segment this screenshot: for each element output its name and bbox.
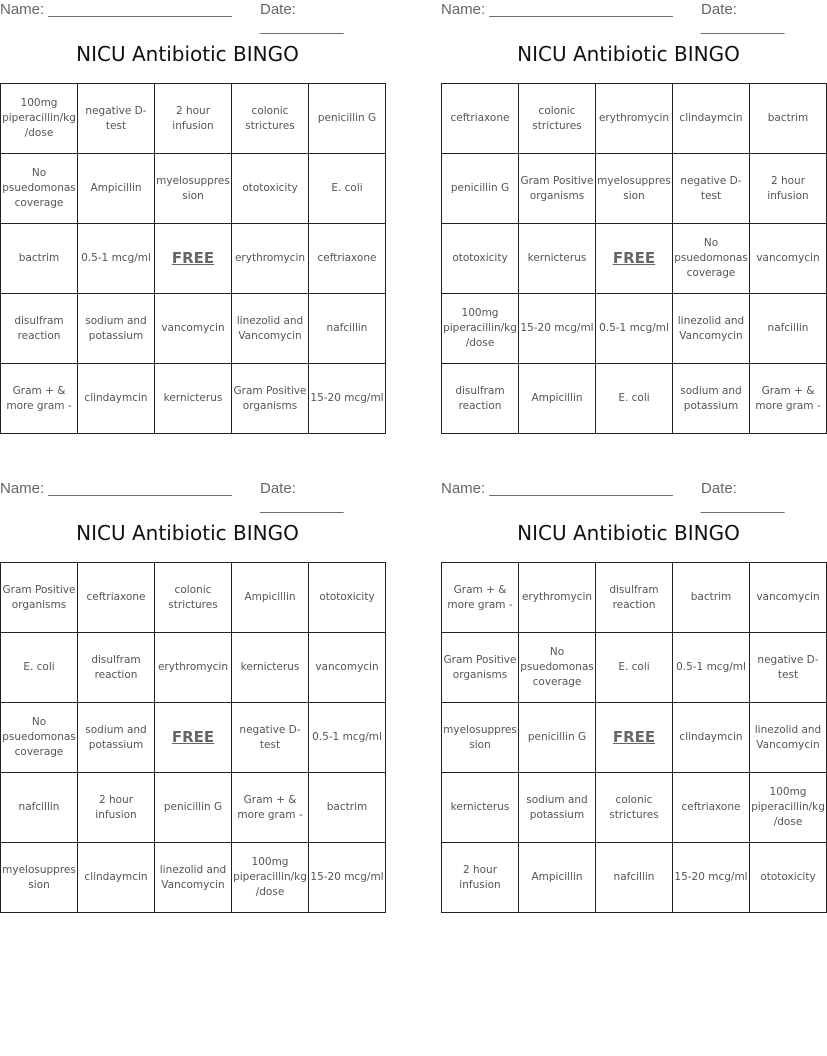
card-header [0,479,375,514]
bingo-row [1,224,386,294]
bingo-cell[interactable]: myelosuppression [596,154,673,224]
bingo-cell[interactable]: erythromycin [232,224,309,294]
free-space[interactable]: FREE [155,703,232,773]
bingo-row [442,364,827,434]
bingo-cell[interactable]: myelosuppression [155,154,232,224]
bingo-cell[interactable]: nafcillin [309,294,386,364]
bingo-cell[interactable]: clindaymcin [78,843,155,913]
bingo-cell[interactable]: bactrim [750,84,827,154]
bingo-cell[interactable]: kernicterus [442,773,519,843]
bingo-cell[interactable]: colonic strictures [519,84,596,154]
bingo-cell[interactable]: sodium and potassium [78,703,155,773]
bingo-cell[interactable]: 2 hour infusion [78,773,155,843]
bingo-cell[interactable]: erythromycin [519,563,596,633]
bingo-cell[interactable]: Gram + & more gram - [442,563,519,633]
bingo-cell[interactable]: nafcillin [1,773,78,843]
bingo-cell[interactable]: 0.5-1 mcg/ml [78,224,155,294]
bingo-cell[interactable]: negative D-test [673,154,750,224]
card-title: NICU Antibiotic BINGO [517,42,740,66]
bingo-row [1,843,386,913]
bingo-cell[interactable]: kernicterus [519,224,596,294]
bingo-cell[interactable]: ototoxicity [442,224,519,294]
bingo-row [1,703,386,773]
bingo-cell[interactable]: disulfram reaction [442,364,519,434]
bingo-cell[interactable]: No psuedomonas coverage [1,154,78,224]
name-field[interactable]: Name: ______________________ [0,1,232,18]
bingo-cell[interactable]: penicillin G [309,84,386,154]
card-title: NICU Antibiotic BINGO [76,42,299,66]
bingo-cell[interactable]: 100mg piperacillin/kg/dose [750,773,827,843]
bingo-grid [0,562,386,913]
name-field[interactable]: Name: ______________________ [441,1,673,18]
bingo-cell[interactable]: 2 hour infusion [750,154,827,224]
bingo-cell[interactable]: ototoxicity [232,154,309,224]
bingo-row [442,633,827,703]
bingo-cell[interactable]: 100mg piperacillin/kg/dose [232,843,309,913]
bingo-row [1,294,386,364]
bingo-cell[interactable]: ceftriaxone [673,773,750,843]
bingo-grid [441,562,827,913]
bingo-cell[interactable]: ceftriaxone [78,563,155,633]
bingo-row [442,843,827,913]
bingo-cell[interactable]: 0.5-1 mcg/ml [596,294,673,364]
bingo-cell[interactable]: ceftriaxone [309,224,386,294]
bingo-grid [0,83,386,434]
bingo-row [1,84,386,154]
bingo-cell[interactable]: penicillin G [442,154,519,224]
bingo-cell[interactable]: bactrim [673,563,750,633]
bingo-row [1,364,386,434]
bingo-cell[interactable]: 15-20 mcg/ml [309,843,386,913]
bingo-cell[interactable]: colonic strictures [596,773,673,843]
bingo-cell[interactable]: Gram + & more gram - [750,364,827,434]
card-header [441,479,816,514]
bingo-cell[interactable]: myelosuppression [1,843,78,913]
bingo-cell[interactable]: bactrim [1,224,78,294]
bingo-cell[interactable]: Gram + & more gram - [232,773,309,843]
bingo-row [442,703,827,773]
bingo-cell[interactable]: disulfram reaction [1,294,78,364]
bingo-row [1,563,386,633]
bingo-cell[interactable]: Gram Positive organisms [442,633,519,703]
bingo-cell[interactable]: 15-20 mcg/ml [673,843,750,913]
bingo-cell[interactable]: kernicterus [155,364,232,434]
name-field[interactable]: Name: ______________________ [0,480,232,497]
bingo-cell[interactable]: vancomycin [155,294,232,364]
bingo-cell[interactable]: colonic strictures [155,563,232,633]
bingo-row [442,84,827,154]
bingo-cell[interactable]: E. coli [596,364,673,434]
bingo-cell[interactable]: linezolid and Vancomycin [750,703,827,773]
name-field[interactable]: Name: ______________________ [441,480,673,497]
bingo-cell[interactable]: Gram Positive organisms [1,563,78,633]
card-title: NICU Antibiotic BINGO [517,521,740,545]
bingo-row [442,294,827,364]
bingo-cell[interactable]: clindaymcin [673,84,750,154]
bingo-row [442,563,827,633]
bingo-row [1,773,386,843]
bingo-cell[interactable]: 100mg piperacillin/kg/dose [1,84,78,154]
bingo-cell[interactable]: No psuedomonas coverage [519,633,596,703]
bingo-cell[interactable]: Ampicillin [519,364,596,434]
bingo-cell[interactable]: penicillin G [155,773,232,843]
bingo-cell[interactable]: 0.5-1 mcg/ml [673,633,750,703]
bingo-cell[interactable]: sodium and potassium [673,364,750,434]
bingo-row [1,633,386,703]
bingo-cell[interactable]: 15-20 mcg/ml [309,364,386,434]
bingo-cell[interactable]: myelosuppression [442,703,519,773]
bingo-row [1,154,386,224]
bingo-cell[interactable]: 0.5-1 mcg/ml [309,703,386,773]
bingo-cell[interactable]: vancomycin [750,224,827,294]
bingo-cell[interactable]: kernicterus [232,633,309,703]
bingo-row [442,773,827,843]
bingo-cell[interactable]: E. coli [596,633,673,703]
date-field[interactable]: Date: __________ [701,1,785,35]
bingo-cell[interactable]: bactrim [309,773,386,843]
bingo-cell[interactable]: disulfram reaction [78,633,155,703]
bingo-cell[interactable]: linezolid and Vancomycin [232,294,309,364]
card-title: NICU Antibiotic BINGO [76,521,299,545]
bingo-cell[interactable]: ototoxicity [309,563,386,633]
date-field[interactable]: Date: __________ [260,480,344,514]
free-space[interactable]: FREE [596,224,673,294]
bingo-cell[interactable]: vancomycin [750,563,827,633]
bingo-cell[interactable]: disulfram reaction [596,563,673,633]
bingo-cell[interactable]: linezolid and Vancomycin [155,843,232,913]
bingo-cell[interactable]: nafcillin [750,294,827,364]
bingo-row [442,154,827,224]
bingo-cell[interactable]: Gram Positive organisms [232,364,309,434]
bingo-cell[interactable]: Ampicillin [519,843,596,913]
bingo-cell[interactable]: E. coli [1,633,78,703]
free-space[interactable]: FREE [596,703,673,773]
bingo-cell[interactable]: 2 hour infusion [155,84,232,154]
bingo-cell[interactable]: colonic strictures [232,84,309,154]
bingo-cell[interactable]: penicillin G [519,703,596,773]
bingo-cell[interactable]: nafcillin [596,843,673,913]
card-header [441,0,816,35]
bingo-cell[interactable]: Ampicillin [78,154,155,224]
bingo-cell[interactable]: 15-20 mcg/ml [519,294,596,364]
free-space[interactable]: FREE [155,224,232,294]
bingo-grid [441,83,827,434]
bingo-cell[interactable]: negative D-test [750,633,827,703]
bingo-cell[interactable]: Gram + & more gram - [1,364,78,434]
bingo-cell[interactable]: sodium and potassium [78,294,155,364]
bingo-cell[interactable]: clindaymcin [78,364,155,434]
bingo-cell[interactable]: negative D-test [78,84,155,154]
bingo-cell[interactable]: sodium and potassium [519,773,596,843]
bingo-cell[interactable]: ototoxicity [750,843,827,913]
bingo-cell[interactable]: ceftriaxone [442,84,519,154]
bingo-cell[interactable]: 100mg piperacillin/kg/dose [442,294,519,364]
bingo-row [442,224,827,294]
bingo-cell[interactable]: Gram Positive organisms [519,154,596,224]
date-field[interactable]: Date: __________ [701,480,785,514]
bingo-cell[interactable]: No psuedomonas coverage [673,224,750,294]
bingo-cell[interactable]: E. coli [309,154,386,224]
bingo-cell[interactable]: Ampicillin [232,563,309,633]
bingo-cell[interactable]: clindaymcin [673,703,750,773]
bingo-cell[interactable]: vancomycin [309,633,386,703]
bingo-cell[interactable]: negative D-test [232,703,309,773]
bingo-cell[interactable]: erythromycin [155,633,232,703]
bingo-cell[interactable]: 2 hour infusion [442,843,519,913]
date-field[interactable]: Date: __________ [260,1,344,35]
bingo-cell[interactable]: linezolid and Vancomycin [673,294,750,364]
bingo-cell[interactable]: erythromycin [596,84,673,154]
bingo-cell[interactable]: No psuedomonas coverage [1,703,78,773]
card-header [0,0,375,35]
